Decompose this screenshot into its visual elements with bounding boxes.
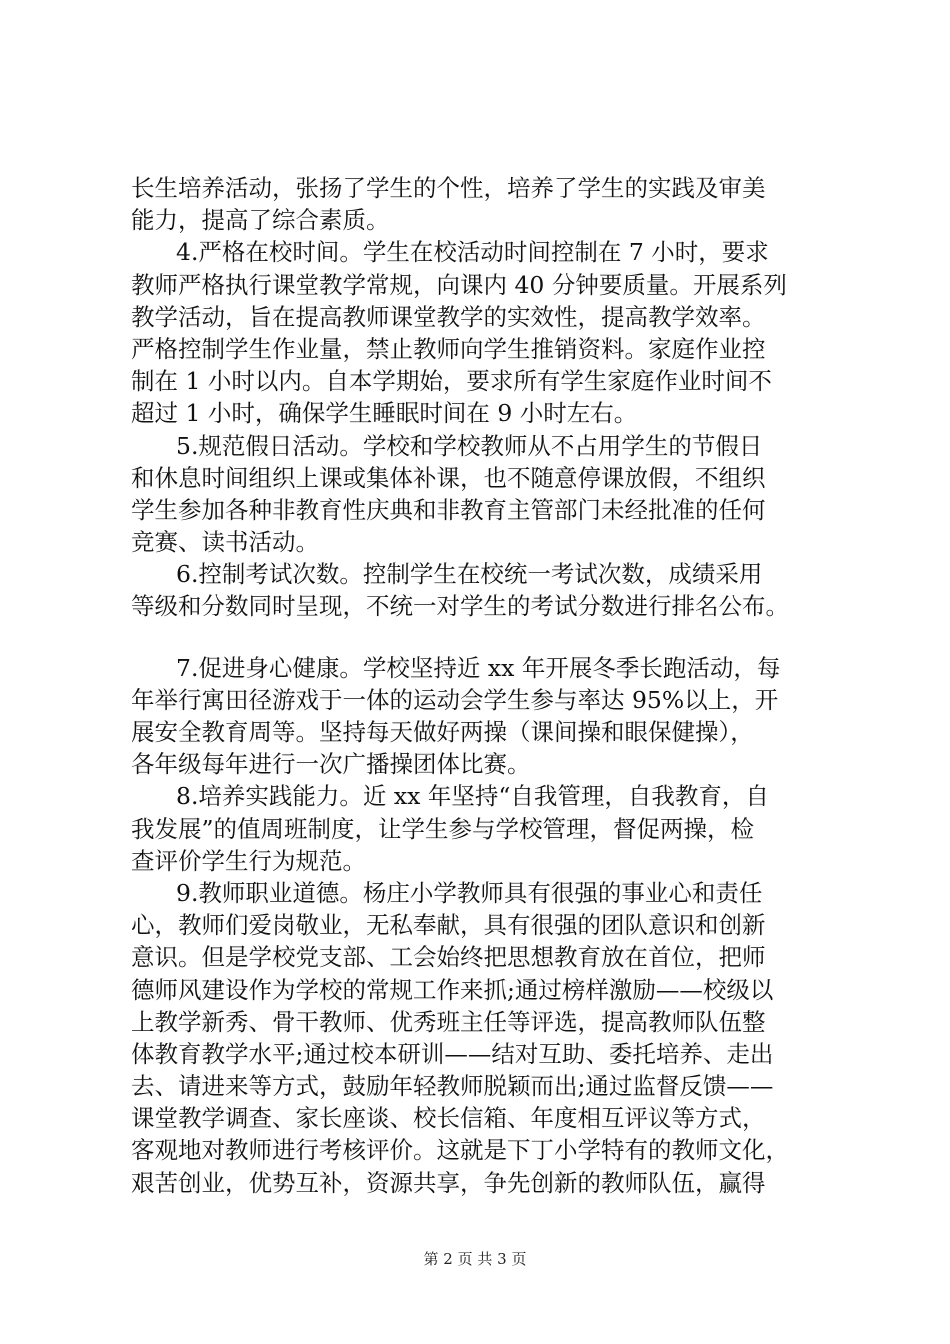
paragraph-5-start: 5.规范假日活动。学校和学校教师从不占用学生的节假日 — [176, 431, 763, 460]
text-line: 学生参加各种非教育性庆典和非教育主管部门未经批准的任何 — [131, 495, 766, 524]
text-line: 长生培养活动，张扬了学生的个性，培养了学生的实践及审美 — [131, 174, 766, 202]
text-line: 能力，提高了综合素质。 — [131, 206, 390, 235]
text-line: 艰苦创业，优势互补，资源共享，争先创新的教师队伍，赢得 — [131, 1168, 766, 1197]
text-line: 课堂教学调查、家长座谈、校长信箱、年度相互评议等方式， — [131, 1104, 766, 1133]
document-body — [131, 172, 831, 1199]
text-line: 和休息时间组织上课或集体补课，也不随意停课放假，不组织 — [131, 463, 766, 492]
paragraph-9-start: 9.教师职业道德。杨庄小学教师具有很强的事业心和责任 — [176, 878, 763, 907]
text-line: 查评价学生行为规范。 — [131, 846, 366, 875]
text-line: 展安全教育周等。坚持每天做好两操（课间操和眼保健操）， — [131, 718, 754, 746]
text-line: 各年级每年进行一次广播操团体比赛。 — [131, 750, 531, 779]
text-line: 心，教师们爱岗敬业，无私奉献，具有很强的团队意识和创新 — [131, 911, 766, 940]
text-line: 制在 1 小时以内。自本学期始，要求所有学生家庭作业时间不 — [131, 367, 772, 396]
text-line: 去、请进来等方式，鼓励年轻教师脱颖而出;通过监督反馈—— — [131, 1072, 774, 1101]
text-line: 年举行寓田径游戏于一体的运动会学生参与率达 95%以上，开 — [131, 685, 779, 714]
text-line: 教师严格执行课堂教学常规，向课内 40 分钟要质量。开展系列 — [131, 270, 787, 299]
text-line: 竞赛、读书活动。 — [131, 528, 319, 557]
paragraph-gap — [131, 623, 831, 652]
paragraph-6-start: 6.控制考试次数。控制学生在校统一考试次数，成绩采用 — [176, 560, 763, 589]
text-line: 上教学新秀、骨干教师、优秀班主任等评选，提高教师队伍整 — [131, 1007, 766, 1036]
paragraph-8-start: 8.培养实践能力。近 xx 年坚持“自我管理，自我教育，自 — [176, 782, 769, 811]
text-line: 我发展”的值周班制度，让学生参与学校管理，督促两操，检 — [131, 814, 755, 843]
text-line: 意识。但是学校党支部、工会始终把思想教育放在首位，把师 — [131, 943, 766, 972]
text-line: 德师风建设作为学校的常规工作来抓;通过榜样激励——校级以 — [131, 975, 774, 1004]
paragraph-4-start: 4.严格在校时间。学生在校活动时间控制在 7 小时，要求 — [176, 238, 769, 267]
text-line: 严格控制学生作业量，禁止教师向学生推销资料。家庭作业控 — [131, 334, 766, 363]
text-line: 超过 1 小时，确保学生睡眠时间在 9 小时左右。 — [131, 399, 638, 428]
text-line: 教学活动，旨在提高教师课堂教学的实效性，提高教学效率。 — [131, 302, 766, 331]
paragraph-7-start: 7.促进身心健康。学校坚持近 xx 年开展冬季长跑活动，每 — [176, 653, 781, 682]
page-footer: 第 2 页 共 3 页 — [423, 1250, 527, 1268]
text-line: 等级和分数同时呈现，不统一对学生的考试分数进行排名公布。 — [131, 592, 789, 621]
text-line: 体教育教学水平;通过校本研训——结对互助、委托培养、走出 — [131, 1039, 774, 1068]
text-line: 客观地对教师进行考核评价。这就是下丁小学特有的教师文化， — [131, 1136, 789, 1165]
